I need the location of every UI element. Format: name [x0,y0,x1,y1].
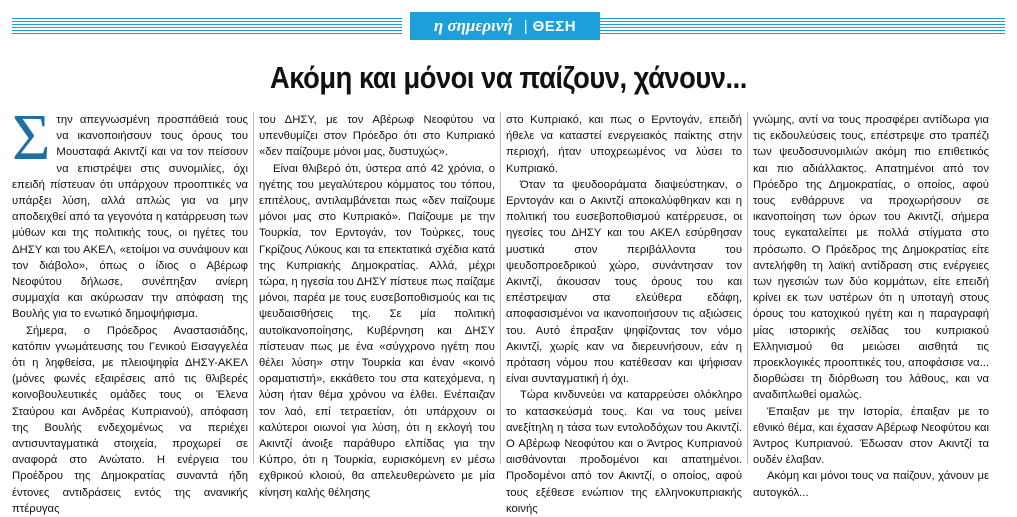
column-divider [500,112,501,464]
paragraph: του ΔΗΣΥ, με τον Αβέρωφ Νεοφύτου να υπενθυμίζει στον Πρόεδρο ότι στο Κυπριακό «δεν παίζουμε μόνοι μας, δυστυχώς». [259,114,495,159]
paragraph: Έπαιξαν με την Ιστορία, έπαιξαν με το εθνικό θέμα, και έχασαν Αβέρωφ Νεοφύτου και Άντρος Κυπριανού. Έδωσαν στον Ακιντζί τα ουδέν έλαβαν. [753,405,989,467]
paragraph: Σήμερα, ο Πρόεδρος Αναστασιάδης, κατόπιν γνωμάτευσης του Γενικού Εισαγγελέα ότι η ληφθείσα, με πλειοψηφία ΔΗΣΥ-ΑΚΕΛ (μόνες φωνές εξαιρέσεις από τις θλιβερές κοινοβουλευτικές ομάδες τους οι Έλενα Σταύρου και Ανδρέας Κυπριανού), απόφαση της Βουλής ενδεχομένως να περιέχει αντισυνταγματικά στοιχεία, προχωρεί σε αναφορά στο Ανώτατο. Η ενέργεια του Προέδρου της Δημοκρατίας συναντά ήδη έντονες αντιδράσεις εντός της ανανικής πτέρυγας [12,324,248,515]
dropcap: Σ [12,101,51,174]
section-label: ΘΕΣΗ [532,17,577,35]
header-rule-right [600,18,1005,34]
paragraph: την απεγνωσμένη προσπάθειά τους να ικανοποιήσουν τους όρους του Μουσταφά Ακιντζί και να τον πείσουν να επιστρέψει στις συνομιλίες, όχι επειδή πίστευαν ότι υπάρχουν προοπτικές να υπάρξει λύση, αλλά απλώς για να μην αποδειχθεί από τα γεγονότα η κατάρρευση των μύθων και της πολιτικής τους, οι ηγέτες του ΔΗΣΥ και του ΑΚΕΛ, «ετοίμοι να συνάψουν και τον διάβολο», όπως ο ίδιος ο Αβέρωφ Νεοφύτου δήλωσε, συνέπηξαν ανίερη συμμαχία και ακύρωσαν την απόφαση της Βουλής για το ενωτικό δημοψήφισμα. [12,114,248,321]
paragraph: Είναι θλιβερό ότι, ύστερα από 42 χρόνια, ο ηγέτης του μεγαλύτερου κόμματος του τόπου, επιτέλους, αντιλαμβάνεται πως «δεν παίζουμε μόνοι μας στο Κυπριακό». Παίζουμε με την Τουρκία, τον Ερντογάν, τον Τούρκες, τους Γκρίζους Λύκους και τα επεκτατικά σχέδια κατά της Κυπριακής Δημοκρατίας. Αλλά, μέχρι τώρα, η ηγεσία του ΔΗΣΥ πίστευε πως παίζαμε μόνοι, παρέα με τους ευσεβοποθισμούς και τις ψευδαισθήσεις της. Σε μία πολιτική αυτοϊκανοποίησης, Κυβέρνηση και ΔΗΣΥ πίστευαν πως με ένα «σύγχρονο ηγέτη που θέλει λύση» στην Τουρκία και έναν «κοινό οραματιστή», εκκάθετο του στα κατεχόμενα, η λύση ήταν θέμα χρόνου να έλθει. Ενέπαιζαν τον λαό, επί τετραετίαν, ότι υπάρχουν οι καλύτεροι οιωνοί για λύση, ότι η εκλογή του Ακιντζί άνοιξε παράθυρο ελπίδας για την Κύπρο, ότι η Τουρκία, ευρισκόμενη εν μέσω εχθρικού κλοιού, θα απελευθερώνετο με μία κίνηση καλής θέλησης [259,162,495,499]
column-divider [253,112,254,464]
headline: Ακόμη και μόνοι να παίζουν, χάνουν... [270,60,747,95]
column-divider [747,112,748,464]
brand-logo: η σημερινή [433,16,513,35]
badge-separator: | [523,17,528,35]
paragraph: Τώρα κινδυνεύει να καταρρεύσει ολόκληρο το κατασκεύσμά τους. Και να τους μείνει ανεξίτηλη η τάσα των εντολοδόχων του Ακιντζί. Ο Αβέρωφ Νεοφύτου και ο Άντρος Κυπριανού αισθάνονται προδομένοι και απατημένοι. Προδομένοι από τον Ακιντζί, ο οποίος, αφού τους εξέθεσε ενώπιον της ελληνοκυπριακής κοινής [506,389,742,515]
column-3 [506,112,742,515]
column-2 [259,112,495,499]
header-band [12,12,1005,40]
header-rule-left [12,18,402,34]
paragraph: στο Κυπριακό, και πως ο Ερντογάν, επειδή ήθελε να καταστεί ενεργειακός παίκτης στην περιοχή, ήταν υποχρεωμένος να λύσει το Κυπριακό. [506,114,742,175]
column-1 [12,101,248,515]
article-body [12,101,1005,515]
paragraph: γνώμης, αντί να τους προσφέρει αντίδωρα για τις εκδουλεύσεις τους, επέστρεψε στο τραπέζι των ψευδοσυνομιλιών ακόμη πιο επιθετικός και πιο αδιάλλακτος. Απατημένοι από τον Πρόεδρο της Δημοκρατίας, ο οποίος, αφού τους ενθάρρυνε να προχωρήσουν σε ικανοποίηση των όρων του Ακιντζί, σήμερα τους εγκαταλείπει με πολλά στίγματα στο πρόσωπο. Ο Πρόεδρος της Δημοκρατίας είτε αντελήφθη τη λαϊκή αντίδραση στις ενέργειες των ηγεσιών των δύο κομμάτων, είτε επειδή κρίνει εκ των υστέρων ότι η υποταγή στους όρους του κατοχικού ηγέτη και η παραγραφή μίας ιστορικής σελίδας του κυπριακού Ελληνισμού θα μειώσει αισθητά τις προεκλογικές προοπτικές του, αποφάσισε να... διορθώσει τη διόρθωση του λάθους, και να αναδιπλωθεί ομαλώς. [753,114,989,402]
paragraph: Όταν τα ψευδοοράματα διαψεύστηκαν, ο Ερντογάν και ο Ακιντζί αποκαλύφθηκαν και η πολιτική του ευσεβοποθισμού κατέρρευσε, οι ηγεσίες του ΔΗΣΥ και του ΑΚΕΛ εσύρθησαν μυστικά στον περιβάλλοντα του ψευδοπροεδρικού χώρο, συνάντησαν τον Ακιντζί, άκουσαν τους όρους του και επέστρεψαν στα ελεύθερα εδάφη, αποφασισμένοι να ικανοποιήσουν τις αξιώσεις του. Αυτό έπραξαν ψηφίζοντας τον νόμο Ακιντζί, χωρίς καν να διερευνήσουν, εάν η πρόταση νόμου που κατέθεσαν και ψήφισαν είναι συνταγματική ή όχι. [506,178,742,386]
paragraph: Ακόμη και μόνοι τους να παίζουν, χάνουν με αυτογκόλ... [753,470,989,499]
column-4 [753,112,989,499]
section-badge [410,12,600,40]
